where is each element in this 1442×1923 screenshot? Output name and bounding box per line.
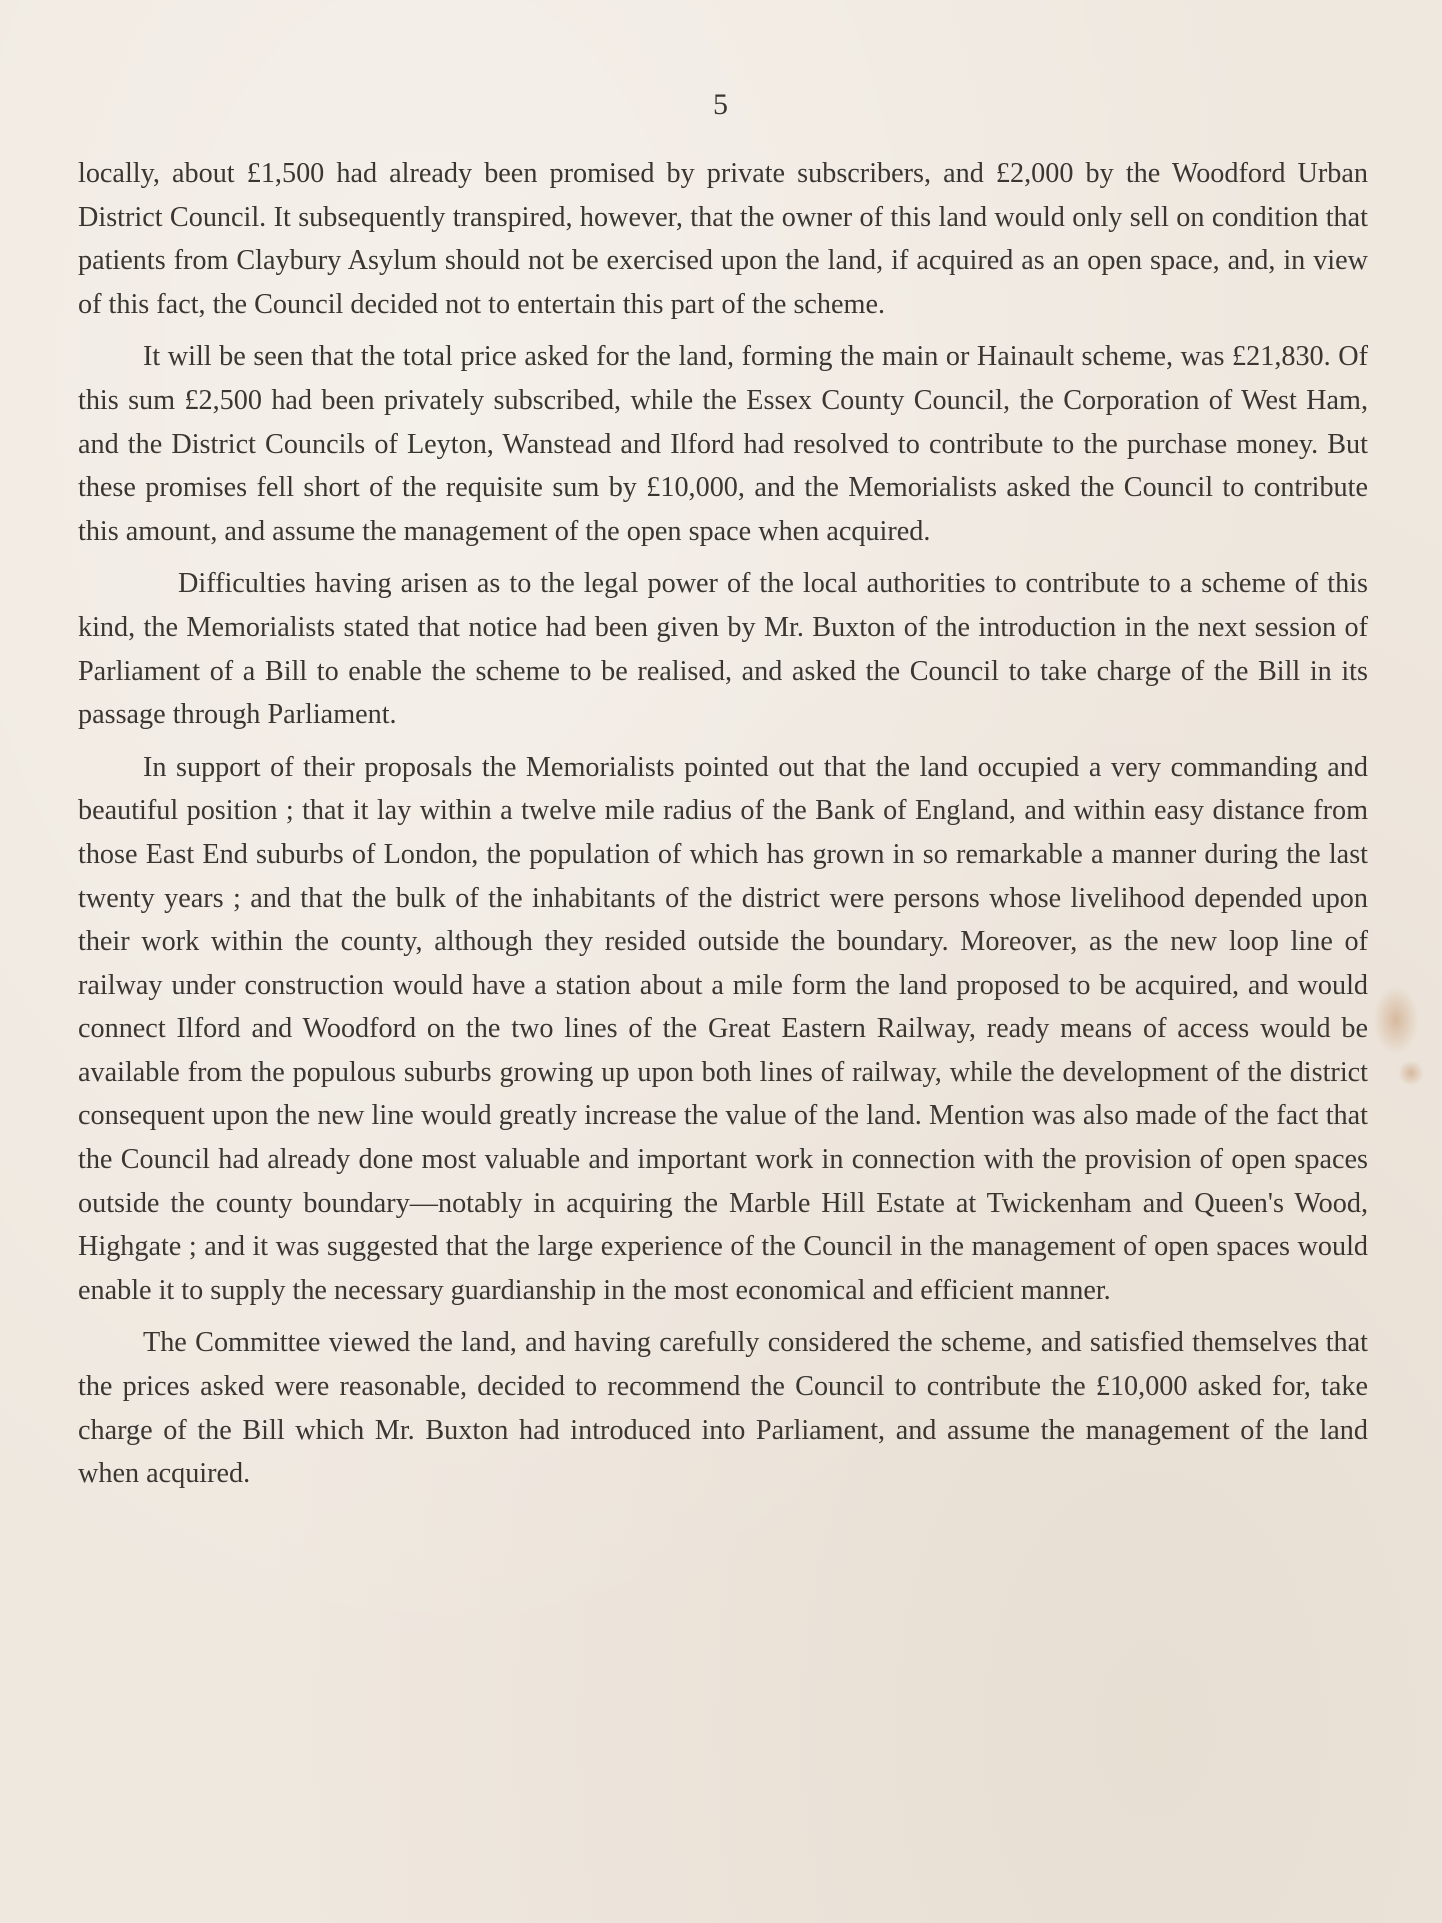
- paragraph-committee-recommendation: The Committee viewed the land, and having carefully considered the scheme, and satisfied themselves that the prices asked were reasonable, decided to recommend the Council to contribute the £10,000 asked for, take charge of the Bill which Mr. Buxton had introduced into Parliament, and assume the management of the land when acquired.: [78, 1327, 1368, 1490]
- paragraph-memorialists-support: In support of their proposals the Memorialists pointed out that the land occupied a very commanding and beautiful position ; that it lay within a twelve mile radius of the Bank of England, and within easy distance from those East End suburbs of London, the population of which has grown in so remarkable a manner during the last twenty years ; and that the bulk of the inhabitants of the district were persons whose livelihood depended upon their work within the county, although they resided outside the boundary. Moreover, as the new loop line of railway under construction would have a station about a mile form the land proposed to be acquired, and would connect Ilford and Woodford on the two lines of the Great Eastern Railway, ready means of access would be available from the populous suburbs growing up upon both lines of railway, while the development of the district consequent upon the new line would greatly increase the value of the land. Mention was also made of the fact that the Council had already done most valuable and important work in connection with the provision of open spaces outside the county boundary—notably in acquiring the Marble Hill Estate at Twickenham and Queen's Wood, Highgate ; and it was suggested that the large experience of the Council in the management of open spaces would enable it to supply the necessary guardianship in the most economical and efficient manner.: [78, 751, 1368, 1306]
- paper-stain-small: [1398, 1060, 1424, 1086]
- paragraph-legal-difficulties: Difficulties having arisen as to the legal power of the local authorities to contribute to a scheme of this kind, the Memorialists stated that notice had been given by Mr. Buxton of the introduction in the next session of Parliament of a Bill to enable the scheme to be realised, and asked the Council to take charge of the Bill in its passage through Parliament.: [78, 568, 1368, 731]
- paragraph-hainault-scheme: It will be seen that the total price asked for the land, forming the main or Hainault scheme, was £21,830. Of this sum £2,500 had been privately subscribed, while the Essex County Council, the Corporation of West Ham, and the District Councils of Leyton, Wanstead and Ilford had resolved to contribute to the purchase money. But these promises fell short of the requisite sum by £10,000, and the Memorialists asked the Council to contribute this amount, and assume the management of the open space when acquired.: [78, 341, 1368, 547]
- page-number: 5: [713, 88, 729, 121]
- body-text: [78, 152, 1368, 1496]
- paper-stain: [1373, 985, 1419, 1055]
- paragraph-continuation: locally, about £1,500 had already been promised by private subscribers, and £2,000 by the Woodford Urban District Council. It subsequently transpired, however, that the owner of this land would only sell on condition that patients from Claybury Asylum should not be exercised upon the land, if acquired as an open space, and, in view of this fact, the Council decided not to entertain this part of the scheme.: [78, 158, 1368, 320]
